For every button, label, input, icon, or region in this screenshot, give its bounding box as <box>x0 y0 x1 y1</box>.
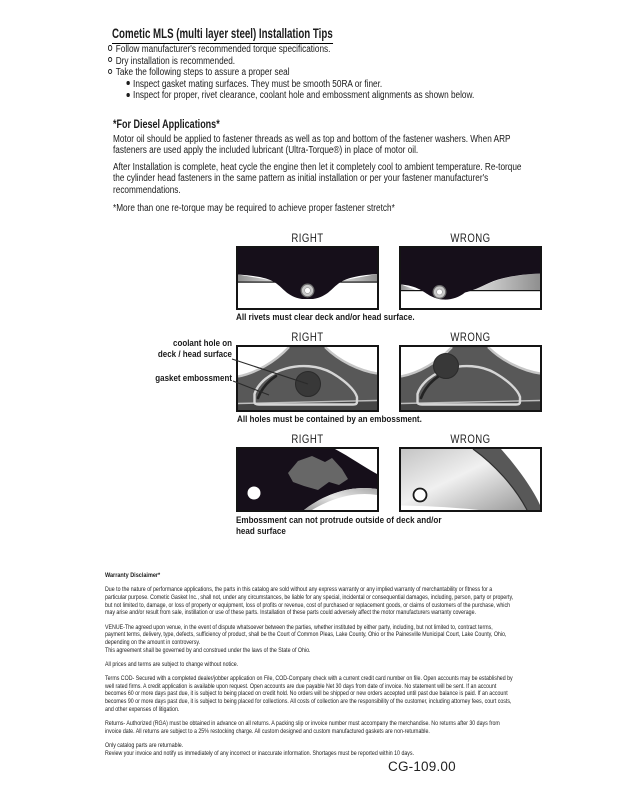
figure1-right-image <box>236 246 379 310</box>
filled-bullet-icon <box>126 93 129 97</box>
open-bullet-icon <box>108 57 112 62</box>
list-item <box>108 79 503 91</box>
terms-paragraph: Terms COD- Secured with a completed dealer/jobber application on File, COD-Company check with a current credit card number on file. Open accounts may be established by well rated firms. A credit application is available upon request. Open accounts are due payable Net 30 days from date of invoice. No statement will be sent. If an account becomes 60 or more days past due, it is subject to being placed on credit hold. No orders will be shipped or new orders accepted until past due balance is paid. If an account becomes 90 or more days past due, it is subject to being placed for collections. All costs of collection are the responsibility of the customer, including attorney fees, court costs, and other expenses of litigation. <box>105 675 513 713</box>
tip-text: Inspect for proper, rivet clearance, coolant hole and embossment alignments as shown below. <box>133 90 475 102</box>
rivet-clear-diagram <box>238 248 377 308</box>
figure3-wrong-label: WRONG <box>450 432 491 446</box>
figure3-right-image <box>236 447 379 512</box>
warranty-heading: Warranty Disclaimer* <box>105 572 161 579</box>
warranty-disclaimer <box>105 572 514 764</box>
rivet-touching-diagram <box>401 248 540 308</box>
tip-text: Dry installation is recommended. <box>115 55 236 67</box>
figure3-right-label: RIGHT <box>291 432 324 446</box>
catalog-line: Only catalog parts are returnable. <box>105 741 184 749</box>
list-item <box>108 90 503 102</box>
tip-text: Inspect gasket mating surfaces. They must be smooth 50RA or finer. <box>133 78 383 90</box>
diesel-paragraph-1: Motor oil should be applied to fastener threads as well as top and bottom of the fastener washers. When ARP fasteners are used apply the included lubricant (Ultra-Torque®) in place of motor oil. <box>113 134 511 157</box>
page-title-text: Cometic MLS (multi layer steel) Installation Tips <box>112 26 333 44</box>
figure1-right-label: RIGHT <box>291 231 324 245</box>
warranty-paragraph: Due to the nature of performance applications, the parts in this catalog are sold without any express warranty or any implied warranty of merchantability or fitness for a particular purpose. Cometic Gasket Inc., shall not, under any circumstances, be liable for any special, incidental or consequential damages, including, person, party or property, but not limited to, damage, or loss of property or equipment, loss of profits or revenue, cost of purchased or replacement goods, or claims of customers of the purchase, which may arise and/or result from sale, instillation or use of these parts. Installation of these parts could adversely affect the motor manufacturers warranty coverage. <box>105 586 514 617</box>
figure1-wrong-label: WRONG <box>450 231 491 245</box>
embossment-protruding-diagram <box>401 449 540 510</box>
tips-list <box>108 44 503 102</box>
figure1-caption: All rivets must clear deck and/or head surface. <box>236 312 415 323</box>
figure2-right-label: RIGHT <box>291 330 324 344</box>
hole-outside-embossment-diagram <box>401 347 540 410</box>
coolant-hole-callout: coolant hole on deck / head surface <box>157 338 232 360</box>
page-number: CG-109.00 <box>388 759 456 774</box>
figure2-caption: All holes must be contained by an embossment. <box>237 414 422 425</box>
gasket-embossment-callout: gasket embossment <box>155 373 232 384</box>
governed-line: This agreement shall be governed by and construed under the laws of the State of Ohio. <box>105 646 311 654</box>
figure2-wrong-image <box>399 345 542 412</box>
diesel-heading: *For Diesel Applications* <box>113 117 220 131</box>
list-item <box>108 67 503 79</box>
venue-paragraph: VENUE-The agreed upon venue, in the event of dispute whatsoever between the parties, whether instituted by either party, including, but not limited to, contract terms, payment terms, delivery, type, defects, sufficiency of product, shall be the Court of Common Pleas, Lake County, Ohio or the Painesville Municipal Court, Lake County, Ohio, depending on the amount in controversy. <box>105 623 507 646</box>
figure2-wrong-label: WRONG <box>450 330 491 344</box>
list-item <box>108 56 503 68</box>
returns-paragraph: Returns- Authorized (RGA) must be obtained in advance on all returns. A packing slip or invoice number must accompany the merchandise. No returns after 30 days from invoice date. All returns are subject to a 25% restocking charge. All custom designed and custom manufactured gaskets are non-returnable. <box>105 720 500 735</box>
figure3-caption: Embossment can not protrude outside of deck and/or head surface <box>236 515 442 538</box>
review-line: Review your invoice and notify us immediately of any incorrect or inaccurate information. Shortages must be reported within 10 days. <box>105 749 415 757</box>
figure1-wrong-image <box>399 246 542 310</box>
tip-text: Take the following steps to assure a proper seal <box>115 67 290 79</box>
tip-text: Follow manufacturer's recommended torque specifications. <box>115 44 331 55</box>
open-bullet-icon <box>108 45 112 50</box>
list-item <box>108 44 503 56</box>
figure3-wrong-image <box>399 447 542 512</box>
embossment-contained-diagram <box>238 449 377 510</box>
retorque-note: *More than one re-torque may be required to achieve proper fastener stretch* <box>113 203 395 214</box>
filled-bullet-icon <box>126 81 129 85</box>
prices-line: All prices and terms are subject to change without notice. <box>105 660 239 668</box>
page-title <box>112 25 419 44</box>
open-bullet-icon <box>108 69 112 74</box>
diesel-paragraph-2: After Installation is complete, heat cycle the engine then let it completely cool to ambient temperature. Re-torque the cylinder head fasteners in the same pattern as initial installation or per your fastener manufacturer's recommendations. <box>113 162 522 196</box>
callout-pointer-lines <box>224 343 320 401</box>
